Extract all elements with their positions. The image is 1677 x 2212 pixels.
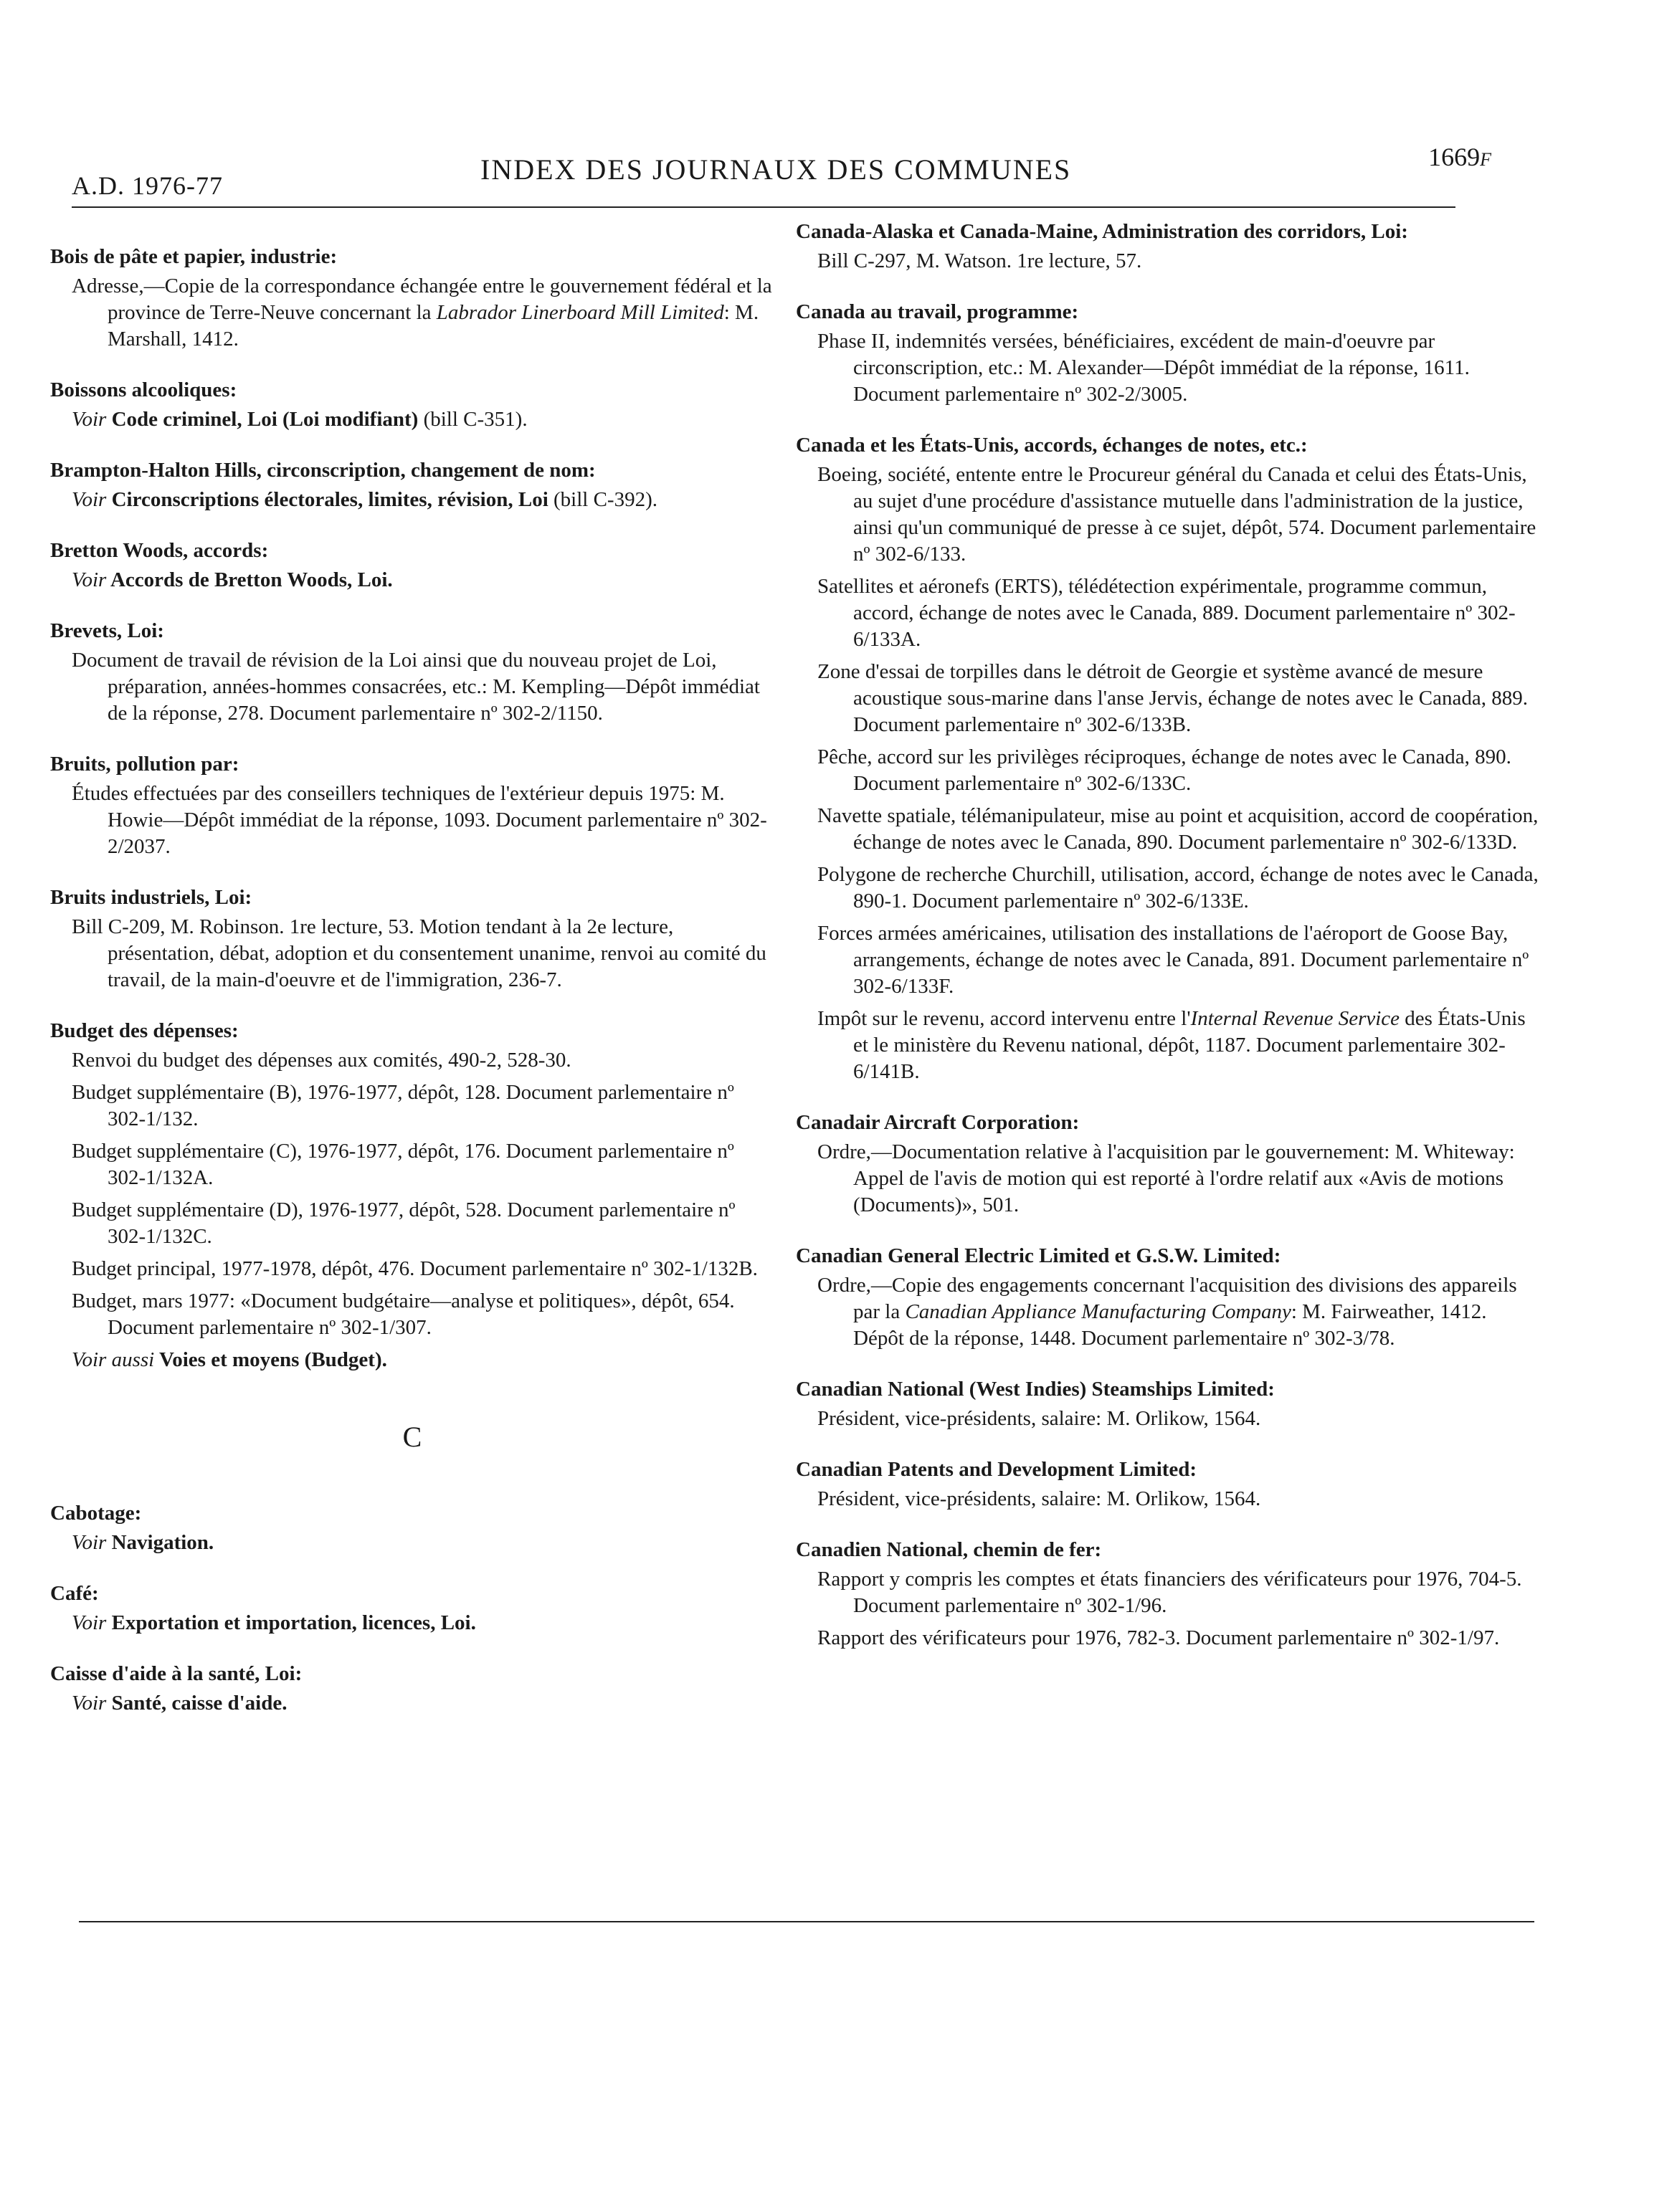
entry-subitem <box>796 1486 1541 1512</box>
subitem-italic: Voir <box>72 568 107 591</box>
subitem-text: Études effectuées par des conseillers techniques de l'extérieur depuis 1975: M. Howie—Dépôt immédiat de la réponse, 1093. Document parlementaire nº 302-2/2037. <box>72 782 767 858</box>
index-entry <box>796 432 1541 1085</box>
entry-subitem <box>796 462 1541 568</box>
subitem-text: Forces armées américaines, utilisation des installations de l'aéroport de Goose Bay, arrangements, échange de notes avec le Canada, 891. Document parlementaire nº 302-6/133F. <box>817 922 1529 998</box>
entry-heading: Bruits, pollution par: <box>50 753 239 776</box>
entry-heading: Canadair Aircraft Corporation: <box>796 1111 1080 1134</box>
entry-subitem <box>50 1256 774 1282</box>
index-entry <box>50 377 774 433</box>
entry-subitem <box>50 1530 774 1556</box>
subitem-text: Budget supplémentaire (C), 1976-1977, dépôt, 176. Document parlementaire nº 302-1/132A. <box>72 1140 734 1189</box>
index-entry <box>50 1581 774 1636</box>
entry-subitem <box>796 248 1541 275</box>
subitem-reference: Accords de Bretton Woods, Loi. <box>106 568 393 591</box>
index-entry <box>50 885 774 993</box>
subitem-text: Rapport y compris les comptes et états financiers des vérificateurs pour 1976, 704-5. Document parlementaire nº 302-1/96. <box>817 1568 1522 1617</box>
entry-subitem <box>50 1197 774 1250</box>
entry-subitem <box>50 487 774 513</box>
entry-heading: Canada et les États-Unis, accords, échanges de notes, etc.: <box>796 434 1308 457</box>
subitem-text: Bill C-209, M. Robinson. 1re lecture, 53. Motion tendant à la 2e lecture, présentation, débat, adoption et du consentement unanime, renvoi au comité du travail, de la main-d'oeuvre et de l'immigration, 236-7. <box>72 915 766 991</box>
entry-subitem <box>796 328 1541 408</box>
index-entry <box>796 1537 1541 1651</box>
entry-subitem <box>50 1610 774 1636</box>
left-column <box>50 244 774 1741</box>
subitem-text-end: (bill C-351). <box>418 408 528 431</box>
subitem-italic: Voir <box>72 488 107 511</box>
subitem-italic: Internal Revenue Service <box>1190 1007 1400 1030</box>
header-year: A.D. 1976-77 <box>72 171 223 200</box>
entry-subitem <box>796 1406 1541 1432</box>
subitem-text: Renvoi du budget des dépenses aux comités, 490-2, 528-30. <box>72 1049 571 1072</box>
entry-subitem <box>796 573 1541 653</box>
entry-heading: Canada-Alaska et Canada-Maine, Administration des corridors, Loi: <box>796 220 1408 243</box>
index-entry <box>50 1500 774 1556</box>
subitem-text-end: : M. Fairweather, 1412. Dépôt de la réponse, 1448. Document parlementaire nº 302-3/78. <box>853 1300 1487 1350</box>
subitem-text-end: (bill C-392). <box>548 488 658 511</box>
entry-subitem <box>50 647 774 727</box>
subitem-text: Président, vice-présidents, salaire: M. Orlikow, 1564. <box>817 1487 1261 1510</box>
entry-heading: Cabotage: <box>50 1502 142 1525</box>
entry-heading: Canadian Patents and Development Limited: <box>796 1458 1197 1481</box>
subitem-reference: Santé, caisse d'aide. <box>106 1692 288 1715</box>
index-entry <box>796 299 1541 408</box>
entry-subitem <box>50 1047 774 1074</box>
subitem-italic: Voir <box>72 1611 107 1634</box>
subitem-italic: Voir <box>72 408 107 431</box>
subitem-text: Document de travail de révision de la Loi ainsi que du nouveau projet de Loi, préparation, années-hommes consacrées, etc.: M. Kempling—Dépôt immédiat de la réponse, 278. Document parlementaire nº 302-2/1150. <box>72 649 760 725</box>
entry-subitem <box>796 920 1541 1000</box>
subitem-text: Rapport des vérificateurs pour 1976, 782-3. Document parlementaire nº 302-1/97. <box>817 1626 1500 1649</box>
index-entry <box>50 1018 774 1373</box>
index-entry <box>796 1243 1541 1352</box>
subitem-text-end: : M. Marshall, 1412. <box>108 301 759 351</box>
index-entry <box>50 457 774 513</box>
subitem-text: Adresse,—Copie de la correspondance échangée entre le gouvernement fédéral et la province de Terre-Neuve concernant la <box>72 275 772 324</box>
index-entry <box>50 244 774 353</box>
entry-subitem <box>796 659 1541 738</box>
subitem-text: Impôt sur le revenu, accord intervenu entre l' <box>817 1007 1191 1030</box>
subitem-text: Ordre,—Documentation relative à l'acquisition par le gouvernement: M. Whiteway: Appel de l'avis de motion qui est reporté à l'ordre relatif aux «Avis de motions (Documents)», 501. <box>817 1140 1515 1216</box>
entry-subitem <box>50 1347 774 1373</box>
entry-subitem <box>50 406 774 433</box>
subitem-text: Président, vice-présidents, salaire: M. Orlikow, 1564. <box>817 1407 1261 1430</box>
entry-heading: Bois de pâte et papier, industrie: <box>50 245 338 268</box>
header-page-number <box>1428 142 1491 172</box>
subitem-reference: Navigation. <box>106 1531 214 1554</box>
subitem-text: Ordre,—Copie des engagements concernant l'acquisition des divisions des appareils par la <box>817 1274 1517 1323</box>
entry-heading: Brevets, Loi: <box>50 619 164 642</box>
subitem-italic: Labrador Linerboard Mill Limited <box>436 301 724 324</box>
subitem-text: Boeing, société, entente entre le Procureur général du Canada et celui des États-Unis, au sujet d'une procédure d'assistance mutuelle dans l'administration de la justice, ainsi qu'un communiqué de presse à ce sujet, dépôt, 574. Document parlementaire nº 302-6/133. <box>817 463 1536 566</box>
subitem-text: Budget, mars 1977: «Document budgétaire—analyse et politiques», dépôt, 654. Document parlementaire nº 302-1/307. <box>72 1289 735 1339</box>
entry-heading: Café: <box>50 1582 99 1605</box>
entry-subitem <box>796 1566 1541 1619</box>
page-number: 1669 <box>1428 143 1481 171</box>
entry-heading: Bretton Woods, accords: <box>50 539 269 562</box>
right-column <box>796 219 1541 1676</box>
entry-heading: Canadian General Electric Limited et G.S.W. Limited: <box>796 1244 1281 1267</box>
entry-subitem <box>796 1006 1541 1085</box>
entry-subitem <box>50 567 774 593</box>
subitem-reference: Code criminel, Loi (Loi modifiant) <box>106 408 419 431</box>
left-entries-c <box>50 1500 774 1717</box>
page-header <box>72 142 1506 206</box>
entry-heading: Bruits industriels, Loi: <box>50 886 252 909</box>
header-rule <box>72 206 1455 208</box>
index-entry <box>796 219 1541 275</box>
subitem-text: Satellites et aéronefs (ERTS), télédétection expérimentale, programme commun, accord, échange de notes avec le Canada, 889. Document parlementaire nº 302-6/133A. <box>817 575 1516 651</box>
index-entry <box>796 1457 1541 1512</box>
subitem-reference: Voies et moyens (Budget). <box>154 1348 387 1371</box>
subitem-text: Zone d'essai de torpilles dans le détroit de Georgie et système avancé de mesure acoustique sous-marine dans l'anse Jervis, échange de notes avec le Canada, 889. Document parlementaire nº 302-6/133B. <box>817 660 1528 736</box>
entry-subitem <box>50 1288 774 1341</box>
entry-heading: Caisse d'aide à la santé, Loi: <box>50 1662 303 1685</box>
subitem-text: Pêche, accord sur les privilèges réciproques, échange de notes avec le Canada, 890. Document parlementaire nº 302-6/133C. <box>817 745 1511 795</box>
subitem-text: Polygone de recherche Churchill, utilisation, accord, échange de notes avec le Canada, 890-1. Document parlementaire nº 302-6/133E. <box>817 863 1539 912</box>
index-entry <box>796 1376 1541 1432</box>
entry-heading: Canada au travail, programme: <box>796 300 1079 323</box>
subitem-text: Budget supplémentaire (D), 1976-1977, dépôt, 528. Document parlementaire nº 302-1/132C. <box>72 1198 736 1248</box>
entry-heading: Brampton-Halton Hills, circonscription, changement de nom: <box>50 459 596 482</box>
entry-heading: Boissons alcooliques: <box>50 378 237 401</box>
subitem-italic: Canadian Appliance Manufacturing Company <box>905 1300 1291 1323</box>
subitem-italic: Voir <box>72 1692 107 1715</box>
footer-rule <box>79 1921 1534 1922</box>
left-entries-b <box>50 244 774 1373</box>
subitem-text: Budget principal, 1977-1978, dépôt, 476. Document parlementaire nº 302-1/132B. <box>72 1257 758 1280</box>
subitem-text: Budget supplémentaire (B), 1976-1977, dépôt, 128. Document parlementaire nº 302-1/132. <box>72 1081 734 1130</box>
header-title: INDEX DES JOURNAUX DES COMMUNES <box>480 153 1072 186</box>
entry-subitem <box>50 914 774 993</box>
index-entry <box>796 1110 1541 1219</box>
entry-subitem <box>50 1079 774 1133</box>
section-letter: C <box>402 1421 422 1453</box>
index-entry <box>50 1661 774 1717</box>
entry-subitem <box>796 1139 1541 1219</box>
subitem-text: Navette spatiale, télémanipulateur, mise au point et acquisition, accord de coopération, échange de notes avec le Canada, 890. Document parlementaire nº 302-6/133D. <box>817 804 1539 854</box>
entry-subitem <box>50 1690 774 1717</box>
subitem-text: Bill C-297, M. Watson. 1re lecture, 57. <box>817 249 1142 272</box>
entry-subitem <box>796 803 1541 856</box>
subitem-reference: Exportation et importation, licences, Loi. <box>106 1611 476 1634</box>
index-entry <box>50 538 774 593</box>
page-suffix: F <box>1480 149 1491 170</box>
entry-subitem <box>796 744 1541 797</box>
entry-subitem <box>796 862 1541 915</box>
subitem-reference: Circonscriptions électorales, limites, révision, Loi <box>106 488 548 511</box>
right-entries <box>796 219 1541 1651</box>
entry-heading: Canadien National, chemin de fer: <box>796 1538 1102 1561</box>
index-entry <box>50 618 774 727</box>
subitem-italic: Voir <box>72 1531 107 1554</box>
entry-subitem <box>796 1625 1541 1651</box>
subitem-text-end: des États-Unis et le ministère du Revenu national, dépôt, 1187. Document parlementaire 302-6/141B. <box>853 1007 1526 1083</box>
entry-subitem <box>796 1272 1541 1352</box>
entry-subitem <box>50 273 774 353</box>
subitem-italic: Voir aussi <box>72 1348 155 1371</box>
entry-heading: Canadian National (West Indies) Steamships Limited: <box>796 1378 1275 1401</box>
entry-subitem <box>50 781 774 860</box>
entry-heading: Budget des dépenses: <box>50 1019 239 1042</box>
index-entry <box>50 751 774 860</box>
entry-subitem <box>50 1138 774 1191</box>
subitem-text: Phase II, indemnités versées, bénéficiaires, excédent de main-d'oeuvre par circonscription, etc.: M. Alexander—Dépôt immédiat de la réponse, 1611. Document parlementaire nº 302-2/3005. <box>817 330 1470 406</box>
